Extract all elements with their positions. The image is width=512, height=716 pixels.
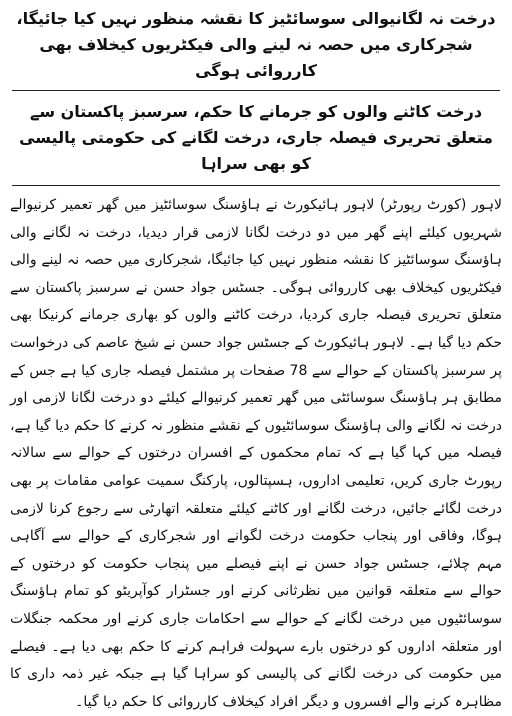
headline: درخت نہ لگانیوالی سوسائٹیز کا نقشہ منظور نہیں کیا جائیگا، شجرکاری میں حصہ نہ لینے والی فیکٹریوں کیخلاف بھی کارروائی ہوگی (16, 9, 496, 80)
article-body: لاہور (کورٹ رپورٹر) لاہور ہائیکورٹ نے ہاؤسنگ سوسائٹیز میں گھر تعمیر کرنیوالے شہریوں کیلئے اپنے گھر میں دو درخت لگانا لازمی قرار دیدیا، درخت نہ لگانے والی ہاؤسنگ سوسائٹیز کا نقشہ منظور نہیں کیا جائیگا، شجرکاری میں حصہ نہ لینے والی فیکٹریوں کیخلاف بھی کارروائی ہوگی۔ جسٹس جواد حسن نے سرسبز پاکستان سے متعلق تحریری فیصلہ جاری کردیا، درخت کاٹنے والوں کو بھاری جرمانے کرنیکا بھی حکم دیا گیا ہے۔ لاہور ہائیکورٹ کے جسٹس جواد حسن نے شیخ عاصم کی درخواست پر سرسبز پاکستان کے حوالے سے 78 صفحات پر مشتمل فیصلہ جاری کیا ہے جس کے مطابق ہر ہاؤسنگ سوسائٹی میں گھر تعمیر کرنیوالے کیلئے دو درخت لگانا لازمی اور درخت نہ لگانے والی ہاؤسنگ سوسائٹیوں کے نقشے منظور نہ کرنے کا حکم دیا گیا ہے، فیصلہ میں کہا گیا ہے کہ تمام محکموں کے افسران درختوں کے حوالے سے سالانہ رپورٹ جاری کریں، تعلیمی اداروں، ہسپتالوں، پارکنگ سمیت عوامی مقامات پر بھی درخت لگائے جائیں، درخت لگانے اور کاٹنے کیلئے متعلقہ اتھارٹی سے رجوع کرنا لازمی ہوگا، وفاقی اور پنجاب حکومت درخت لگوانے اور شجرکاری کے حوالے سے آگاہی مہم چلائے، جسٹس جواد حسن نے اپنے فیصلے میں پنجاب حکومت کو درختوں کے حوالے سے متعلقہ قوانین میں نظرثانی کرنے اور جسٹرار کوآپریٹو کو تمام ہاؤسنگ سوسائٹیوں میں درخت لگانے کے حوالے سے احکامات جاری کرنے اور محکمہ جنگلات اور متعلقہ اداروں کو درختوں بارے سہولت فراہم کرنے کا حکم بھی دیا ہے۔ فیصلے میں حکومت کی درخت لگانے کی پالیسی کو سراہا گیا ہے جبکہ غیر ذمہ داری کا مظاہرہ کرنے والے افسروں و دیگر افراد کیخلاف کارروائی کا حکم دیا گیا۔ (10, 197, 502, 710)
subheadline: درخت کاٹنے والوں کو جرمانے کا حکم، سرسبز پاکستان سے متعلق تحریری فیصلہ جاری، درخت لگانے کی حکومتی پالیسی کو بھی سراہا (19, 102, 493, 173)
